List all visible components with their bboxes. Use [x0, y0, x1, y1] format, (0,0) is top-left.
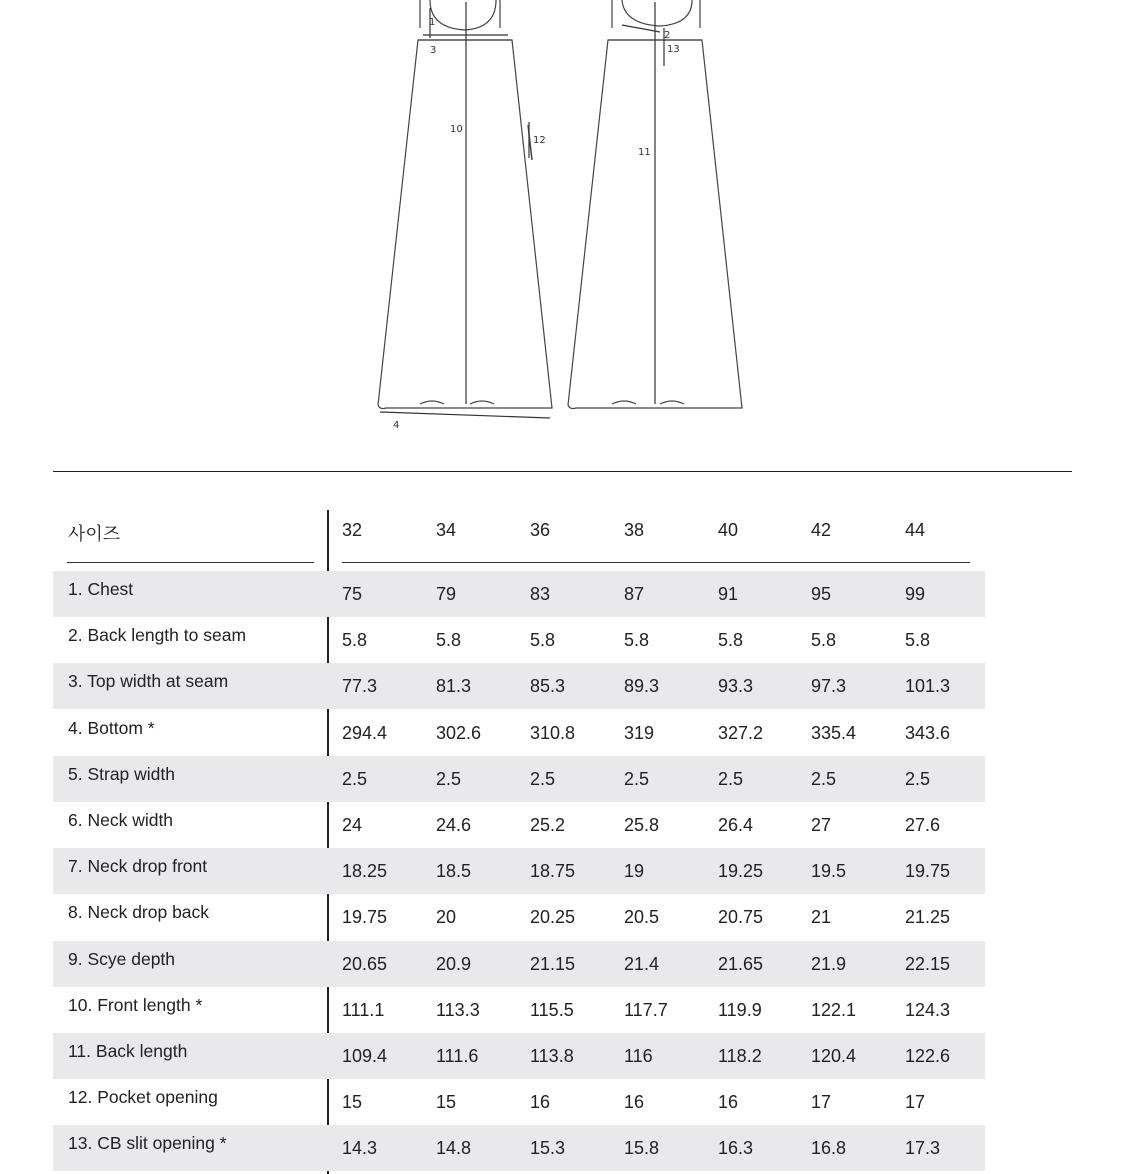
size-header-cell: 42 — [811, 520, 832, 540]
table-cell: 22.15 — [905, 953, 951, 974]
table-cell: 24 — [342, 815, 363, 835]
table-cell: 5.8 — [811, 630, 837, 651]
table-cell: 2.5 — [342, 768, 368, 789]
table-cell: 113.3 — [436, 999, 480, 1020]
table-cell: 97.3 — [811, 676, 847, 697]
table-cell: 95 — [811, 584, 832, 604]
table-cell: 19.75 — [342, 907, 388, 928]
table-cell: 99 — [905, 584, 926, 604]
table-cell: 111.6 — [436, 1046, 479, 1066]
table-cell: 81.3 — [436, 676, 472, 697]
table-cell: 21 — [811, 907, 832, 928]
callout-10: 10 — [450, 124, 463, 135]
table-cell: 19.75 — [905, 861, 951, 882]
table-cell: 16.8 — [811, 1138, 847, 1159]
table-row — [53, 617, 985, 663]
table-cell: 117.7 — [624, 999, 668, 1020]
table-cell: 294.4 — [342, 722, 388, 743]
table-cell: 119.9 — [718, 999, 762, 1020]
row-label: 2. Back length to seam — [68, 625, 247, 646]
table-cell: 25.2 — [530, 815, 566, 835]
size-header-cell: 32 — [342, 520, 363, 540]
table-cell: 83 — [530, 584, 551, 604]
table-cell: 16 — [718, 1092, 739, 1113]
row-label: 13. CB slit opening * — [68, 1133, 227, 1154]
table-cell: 93.3 — [718, 676, 754, 697]
table-cell: 15.3 — [530, 1138, 566, 1159]
callout-12: 12 — [533, 135, 546, 146]
dress-technical-sketch — [0, 0, 1125, 440]
size-header-cell: 40 — [718, 520, 739, 540]
table-cell: 17 — [811, 1092, 832, 1113]
table-cell: 2.5 — [624, 768, 650, 789]
row-label: 11. Back length — [68, 1041, 188, 1061]
table-cell: 21.65 — [718, 953, 764, 974]
table-cell: 2.5 — [436, 768, 462, 789]
table-row — [53, 1079, 985, 1125]
table-cell: 26.4 — [718, 815, 754, 835]
table-cell: 21.4 — [624, 953, 660, 974]
table-row — [53, 987, 985, 1033]
table-cell: 109.4 — [342, 1046, 388, 1066]
table-cell: 302.6 — [436, 722, 482, 743]
row-label: 10. Front length * — [68, 994, 203, 1015]
table-cell: 15 — [436, 1092, 457, 1113]
front-measure-lines — [380, 2, 550, 418]
row-label: 6. Neck width — [68, 810, 174, 830]
header-underline — [67, 562, 314, 563]
row-label: 8. Neck drop back — [68, 902, 210, 923]
callout-13: 13 — [667, 44, 680, 55]
callout-4: 4 — [393, 420, 400, 431]
callout-1: 1 — [429, 17, 436, 28]
table-cell: 2.5 — [811, 768, 837, 789]
table-cell: 21.25 — [905, 907, 951, 928]
table-row — [53, 756, 985, 802]
header-underline — [342, 562, 970, 563]
table-cell: 122.6 — [905, 1046, 951, 1066]
table-cell: 75 — [342, 584, 363, 604]
table-cell: 14.3 — [342, 1138, 378, 1159]
table-cell: 87 — [624, 584, 645, 604]
table-cell: 17 — [905, 1092, 926, 1113]
row-label: 7. Neck drop front — [68, 856, 208, 877]
table-cell: 27 — [811, 815, 832, 835]
table-row — [53, 1125, 985, 1171]
table-cell: 20 — [436, 907, 457, 928]
back-measure-lines — [622, 2, 664, 404]
callout-11: 11 — [638, 147, 651, 158]
row-label: 12. Pocket opening — [68, 1087, 218, 1108]
table-cell: 17.3 — [905, 1138, 941, 1159]
table-cell: 20.9 — [436, 953, 472, 974]
table-cell: 327.2 — [718, 722, 764, 743]
table-cell: 101.3 — [905, 676, 951, 697]
table-cell: 124.3 — [905, 999, 951, 1020]
table-row — [53, 710, 985, 756]
table-cell: 20.25 — [530, 907, 576, 928]
table-cell: 19 — [624, 861, 645, 882]
size-header-cell: 44 — [905, 520, 926, 540]
table-cell: 343.6 — [905, 722, 951, 743]
front-view-sketch — [378, 0, 552, 409]
table-cell: 24.6 — [436, 815, 472, 835]
table-cell: 2.5 — [530, 768, 556, 789]
table-cell: 18.5 — [436, 861, 472, 882]
table-cell: 5.8 — [530, 630, 556, 651]
table-cell: 113.8 — [530, 1046, 574, 1066]
size-header-cell: 38 — [624, 520, 645, 540]
size-header-label: 사이즈 — [68, 524, 121, 544]
table-cell: 27.6 — [905, 815, 941, 835]
size-header-cell: 34 — [436, 520, 457, 540]
table-row — [53, 571, 985, 617]
table-cell: 77.3 — [342, 676, 378, 697]
table-cell: 111.1 — [342, 999, 385, 1020]
table-cell: 21.9 — [811, 953, 847, 974]
table-cell: 89.3 — [624, 676, 660, 697]
table-cell: 122.1 — [811, 999, 857, 1020]
table-cell: 335.4 — [811, 722, 857, 743]
table-cell: 2.5 — [718, 768, 744, 789]
table-cell: 115.5 — [530, 999, 574, 1020]
callout-2: 2 — [664, 30, 671, 41]
table-cell: 5.8 — [718, 630, 744, 651]
row-label: 9. Scye depth — [68, 948, 176, 969]
section-divider — [53, 471, 1072, 472]
table-cell: 15 — [342, 1092, 363, 1113]
table-cell: 20.5 — [624, 907, 660, 928]
table-cell: 25.8 — [624, 815, 660, 835]
table-row — [53, 894, 985, 940]
table-cell: 16 — [530, 1092, 551, 1113]
table-cell: 19.5 — [811, 861, 847, 882]
table-cell: 85.3 — [530, 676, 566, 697]
row-label: 3. Top width at seam — [68, 671, 229, 692]
table-cell: 91 — [718, 584, 739, 604]
table-cell: 15.8 — [624, 1138, 660, 1159]
table-cell: 319 — [624, 722, 655, 743]
table-cell: 120.4 — [811, 1046, 857, 1066]
table-cell: 20.75 — [718, 907, 764, 928]
table-cell: 310.8 — [530, 722, 576, 743]
table-cell: 5.8 — [905, 630, 931, 651]
table-row — [53, 941, 985, 987]
size-header-cell: 36 — [530, 520, 551, 540]
table-cell: 18.75 — [530, 861, 576, 882]
table-cell: 21.15 — [530, 953, 576, 974]
table-cell: 5.8 — [624, 630, 650, 651]
table-cell: 19.25 — [718, 861, 764, 882]
table-row — [53, 848, 985, 894]
row-label: 4. Bottom * — [68, 717, 155, 738]
table-cell: 14.8 — [436, 1138, 472, 1159]
table-row — [53, 802, 985, 848]
table-row — [53, 663, 985, 709]
table-cell: 5.8 — [436, 630, 462, 651]
table-row — [53, 1033, 985, 1079]
table-cell: 118.2 — [718, 1046, 762, 1066]
table-cell: 18.25 — [342, 861, 388, 882]
table-cell: 16 — [624, 1092, 645, 1113]
table-cell: 2.5 — [905, 768, 931, 789]
callout-3: 3 — [430, 45, 437, 56]
row-label: 1. Chest — [68, 579, 134, 599]
table-cell: 79 — [436, 584, 457, 604]
table-cell: 20.65 — [342, 953, 388, 974]
table-cell: 116 — [624, 1046, 653, 1066]
table-cell: 5.8 — [342, 630, 368, 651]
row-label: 5. Strap width — [68, 763, 175, 784]
table-cell: 16.3 — [718, 1138, 754, 1159]
